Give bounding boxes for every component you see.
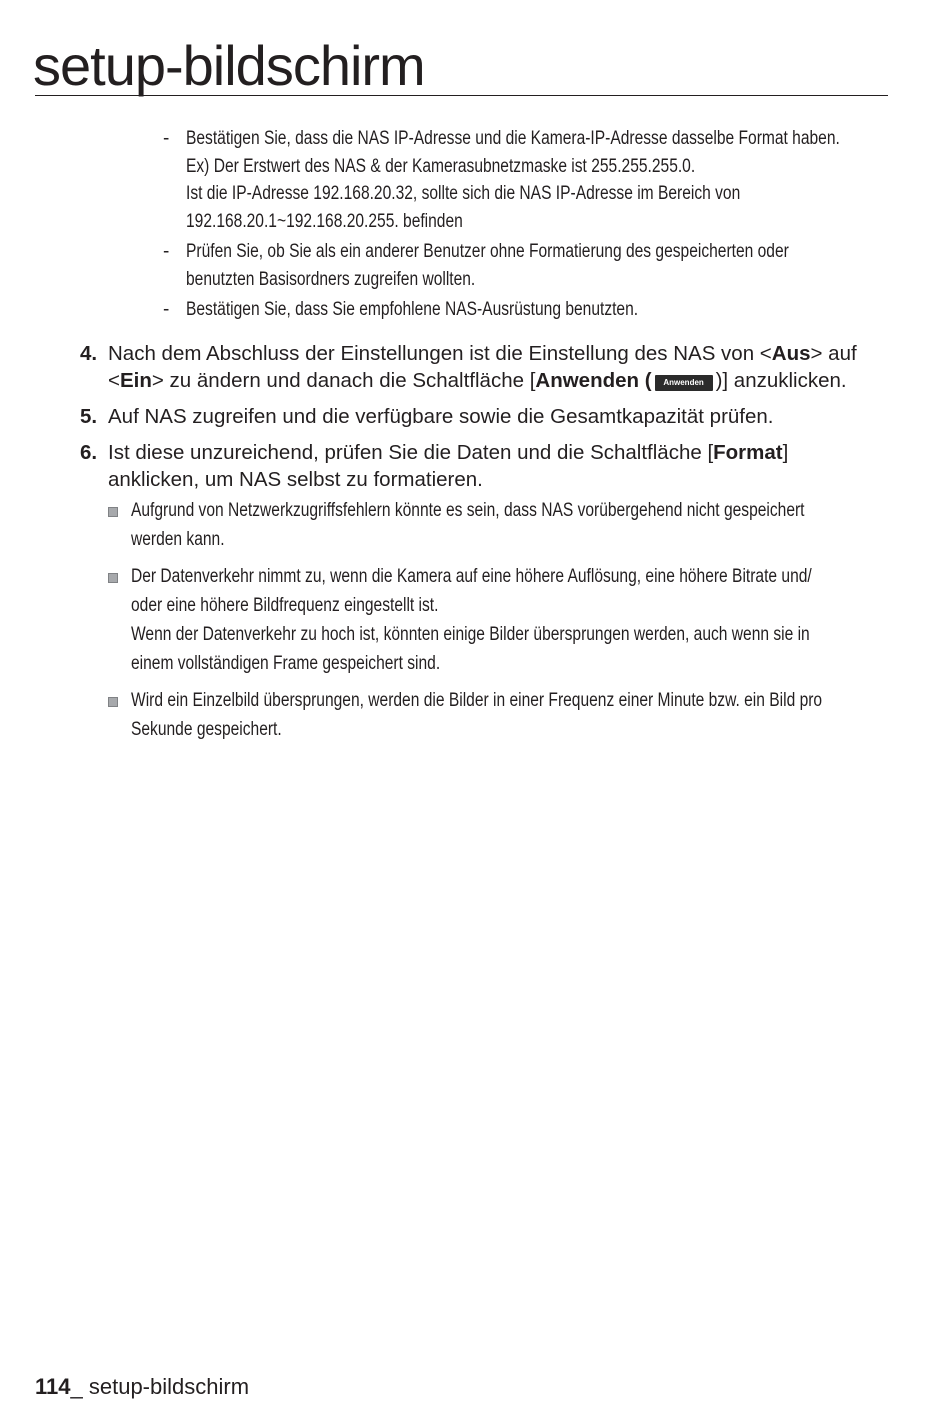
step-5 (80, 403, 900, 430)
note-square-icon (108, 697, 118, 707)
dash-item (163, 125, 923, 235)
dash-item (163, 296, 923, 324)
note-item (108, 687, 908, 745)
note-line: Wird ein Einzelbild übersprungen, werden die Bilder in einer Frequenz einer Minute bzw. ein Bild pro (131, 690, 823, 711)
note-item (108, 563, 908, 679)
dash-item-line: Ex) Der Erstwert des NAS & der Kamerasubnetzmaske ist 255.255.255.0. (186, 155, 696, 177)
note-square-icon (108, 573, 118, 583)
steps-list (80, 340, 900, 502)
dash-item-line: Ist die IP-Adresse 192.168.20.32, sollte sich die NAS IP-Adresse im Bereich von (186, 183, 741, 204)
step-text: ] (782, 441, 789, 464)
step-6 (80, 439, 900, 493)
step-number: 6. (80, 441, 98, 464)
note-line: Der Datenverkehr nimmt zu, wenn die Kamera auf eine höhere Auflösung, eine höhere Bitrate und/ (131, 566, 812, 587)
note-line: Sekunde gespeichert. (131, 719, 282, 740)
note-line: oder eine höhere Bildfrequenz eingestellt ist. (131, 595, 439, 616)
apply-button-image: Anwenden (655, 375, 713, 391)
dash-item-line: Bestätigen Sie, dass Sie empfohlene NAS-Ausrüstung benutzten. (186, 299, 639, 320)
step-text: > zu ändern und danach die Schaltfläche [ (151, 369, 536, 392)
dash-marker: - (163, 299, 170, 320)
step-text: < (108, 369, 120, 392)
step-line (108, 367, 900, 394)
step-number: 5. (80, 405, 98, 428)
title-divider (35, 95, 888, 96)
ui-label-anwenden: Anwenden ( (535, 369, 652, 392)
dash-marker: - (163, 128, 170, 149)
step-text: Nach dem Abschluss der Einstellungen ist die Einstellung des NAS von < (108, 342, 772, 365)
ui-label-ein: Ein (119, 369, 152, 392)
dash-marker: - (163, 241, 170, 262)
step-4 (80, 340, 900, 394)
ui-label-aus: Aus (771, 342, 811, 365)
note-line: werden kann. (131, 529, 225, 550)
notes-list (108, 497, 908, 753)
dash-item-line: 192.168.20.1~192.168.20.255. befinden (186, 210, 463, 232)
step-line (108, 439, 900, 466)
step-text: )] anzuklicken. (715, 369, 847, 392)
note-line: Wenn der Datenverkehr zu hoch ist, könnten einige Bilder übersprungen werden, auch wenn sie in (131, 624, 810, 645)
step-text: anklicken, um NAS selbst zu formatieren. (108, 468, 483, 491)
dash-list (163, 125, 923, 327)
note-square-icon (108, 507, 118, 517)
ui-label-format: Format (713, 441, 783, 464)
note-line: Aufgrund von Netzwerkzugriffsfehlern könnte es sein, dass NAS vorübergehend nicht gespeichert (131, 500, 805, 521)
page-number: 114 (35, 1374, 71, 1399)
dash-item-line: Prüfen Sie, ob Sie als ein anderer Benutzer ohne Formatierung des gespeicherten oder (186, 241, 789, 262)
step-text: > auf (810, 342, 857, 365)
footer-section: setup-bildschirm (88, 1374, 250, 1399)
step-number: 4. (80, 342, 98, 365)
dash-item-line: benutzten Basisordners zugreifen wollten. (186, 268, 476, 290)
dash-item (163, 238, 923, 293)
step-line (108, 340, 900, 367)
footer-separator: _ (70, 1374, 89, 1399)
page-title: setup-bildschirm (33, 34, 425, 97)
note-line: einem vollständigen Frame gespeichert sind. (131, 653, 441, 674)
step-text: Auf NAS zugreifen und die verfügbare sowie die Gesamtkapazität prüfen. (108, 405, 774, 428)
page-footer (35, 1373, 249, 1401)
dash-item-line: Bestätigen Sie, dass die NAS IP-Adresse und die Kamera-IP-Adresse dasselbe Format haben. (186, 128, 840, 149)
step-text: Ist diese unzureichend, prüfen Sie die Daten und die Schaltfläche [ (108, 441, 714, 464)
note-item (108, 497, 908, 555)
